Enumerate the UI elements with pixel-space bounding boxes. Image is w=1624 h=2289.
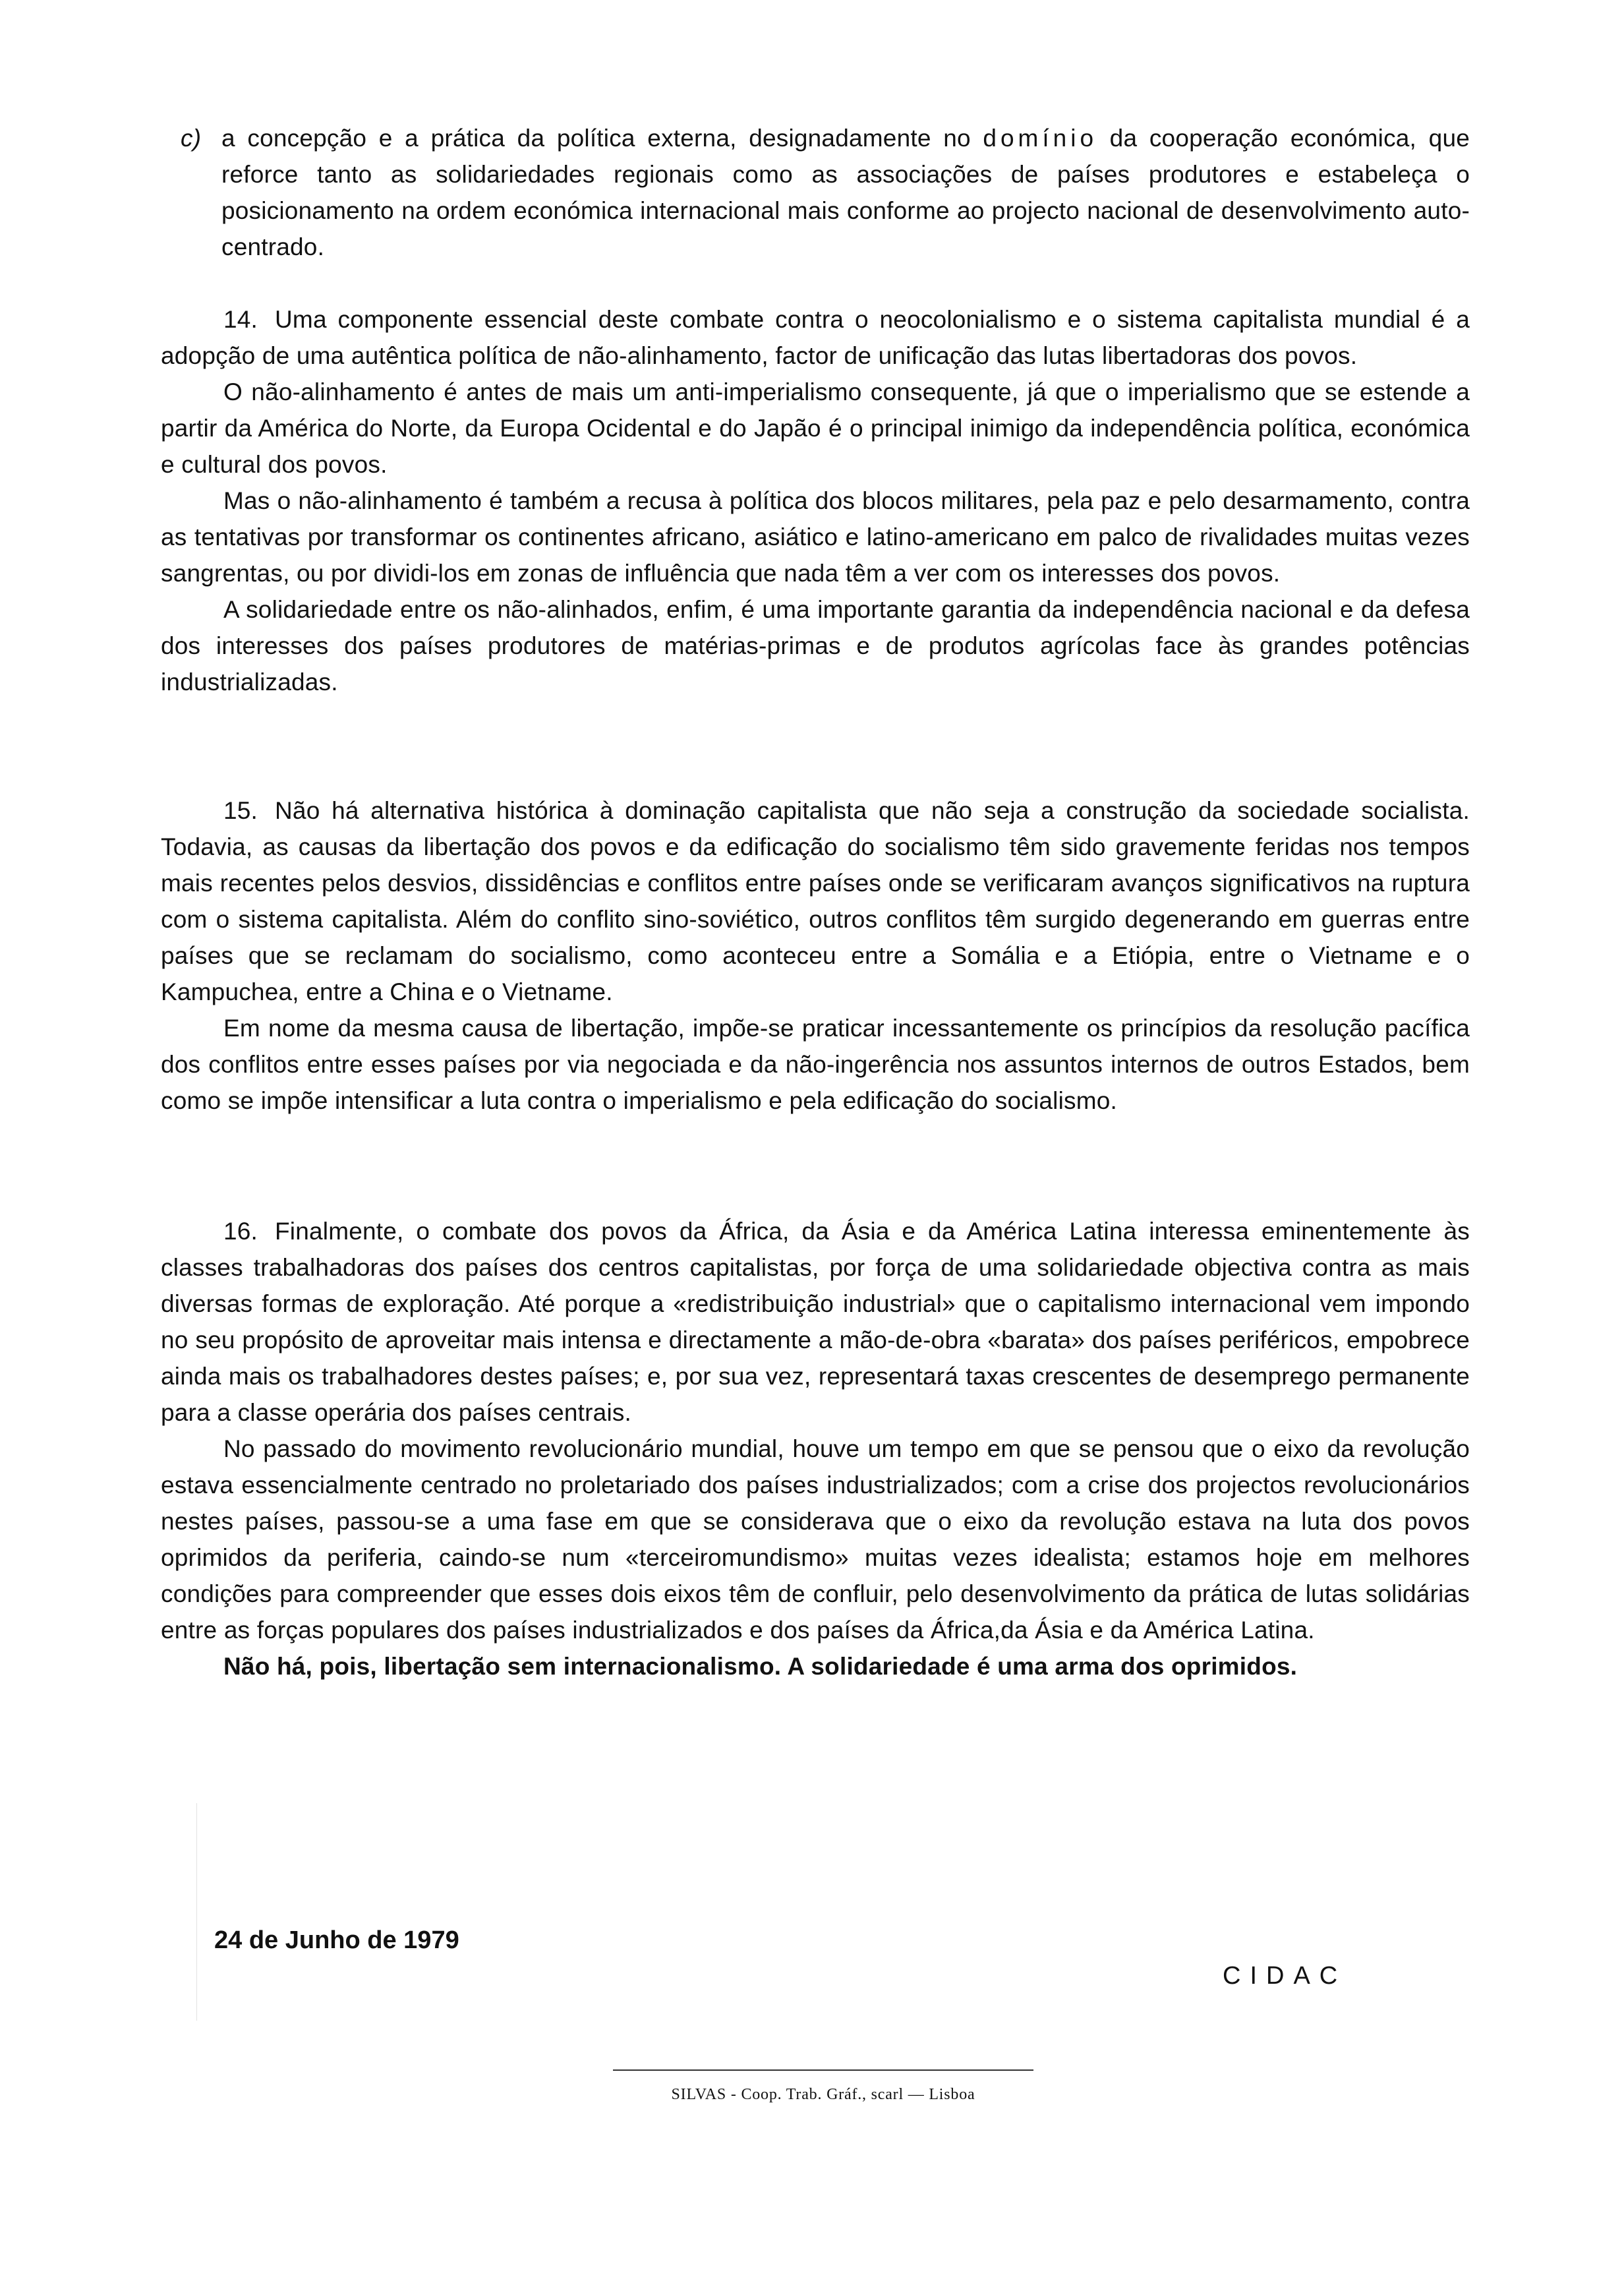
margin-mark (196, 1803, 197, 2021)
section-14-paragraph-4: A solidariedade entre os não-alinhados, enfim, é uma importante garantia da independência nacional e da defesa dos interesses dos países produtores de matérias-primas e de produtos agrícolas face às grandes potências industrializadas. (161, 596, 1470, 696)
section-14-paragraph-3: Mas o não-alinhamento é também a recusa à política dos blocos militares, pela paz e pelo desarmamento, contra as tentativas por transformar os continentes africano, asiático e latino-americano em palco de rivalidades muitas vezes sangrentas, ou por dividi-los em zonas de influência que nada têm a ver com os interesses dos povos. (161, 487, 1470, 587)
item-c-marker: c) (181, 125, 202, 152)
signature-date: 24 de Junho de 1979 (214, 1926, 459, 1954)
footer-divider (613, 2069, 1033, 2071)
item-c (181, 120, 1470, 265)
section-16-number: 16. (223, 1218, 258, 1245)
section-15-paragraph-1: 15. Não há alternativa histórica à dominação capitalista que não seja a construção da sociedade socialista. Todavia, as causas da libertação dos povos e da edificação do socialismo têm sido gravemente feridas nos tempos mais recentes pelos desvios, dissidências e conflitos entre países onde se verificaram avanços significativos na ruptura com o sistema capitalista. Além do conflito sino-soviético, outros conflitos têm surgido degenerando em guerras entre países que se reclamam do socialismo, como aconteceu entre a Somália e a Etiópia, entre o Vietname e o Kampuchea, entre a China e o Vietname. (161, 792, 1470, 1010)
section-15-number: 15. (223, 797, 258, 824)
item-c-text-spaced: domínio (983, 125, 1098, 152)
section-16-paragraph-1: 16. Finalmente, o combate dos povos da África, da Ásia e da América Latina interessa eminentemente às classes trabalhadoras dos países dos centros capitalistas, por força de uma solidariedade objectiva contra as mais diversas formas de exploração. Até porque a «redistribuição industrial» que o capitalismo internacional vem impondo no seu propósito de aproveitar mais intensa e directamente a mão-de-obra «barata» dos países periféricos, empobrece ainda mais os trabalhadores destes países; e, por sua vez, representará taxas crescentes de desemprego permanente para a classe operária dos países centrais. (161, 1213, 1470, 1431)
section-14 (161, 301, 1470, 700)
printer-credit: SILVAS - Coop. Trab. Gráf., scarl — Lisboa (671, 2086, 975, 2103)
section-14-paragraph-2: O não-alinhamento é antes de mais um anti-imperialismo consequente, já que o imperialismo que se estende a partir da América do Norte, da Europa Ocidental e do Japão é o principal inimigo da independência política, económica e cultural dos povos. (161, 378, 1470, 478)
section-16-paragraph-2: No passado do movimento revolucionário mundial, houve um tempo em que se pensou que o eixo da revolução estava essencialmente centrado no proletariado dos países industrializados; com a crise dos projectos revolucionários nestes países, passou-se a uma fase em que se considerava que o eixo da revolução estava na luta dos povos oprimidos da periferia, caindo-se num «terceiromundismo» muitas vezes idealista; estamos hoje em melhores condições para compreender que esses dois eixos têm de confluir, pelo desenvolvimento da prática de lutas solidárias entre as forças populares dos países industrializados e dos países da África,da Ásia e da América Latina. (161, 1435, 1470, 1644)
section-15-paragraph-2: Em nome da mesma causa de libertação, impõe-se praticar incessantemente os princípios da resolução pacífica dos conflitos entre esses países por via negociada e da não-ingerência nos assuntos internos de outros Estados, bem como se impõe intensificar a luta contra o imperialismo e pela edificação do socialismo. (161, 1015, 1470, 1114)
item-c-text-after: da cooperação económica, que reforce tanto as solidariedades regionais como as associações de países produtores e estabeleça o posicionamento na ordem económica internacional mais conforme ao projecto nacional de desenvolvimento auto-centrado. (221, 125, 1470, 260)
section-15 (161, 792, 1470, 1119)
closing-statement: Não há, pois, libertação sem internacionalismo. A solidariedade é uma arma dos oprimidos. (223, 1653, 1298, 1680)
section-14-number: 14. (223, 306, 258, 333)
item-c-text-before: a concepção e a prática da política externa, designadamente no (221, 125, 983, 152)
section-14-paragraph-1: 14. Uma componente essencial deste combate contra o neocolonialismo e o sistema capitalista mundial é a adopção de uma autêntica política de não-alinhamento, factor de unificação das lutas libertadoras dos povos. (161, 301, 1470, 374)
section-16 (161, 1213, 1470, 1684)
signature-organization: CIDAC (1223, 1962, 1347, 1990)
